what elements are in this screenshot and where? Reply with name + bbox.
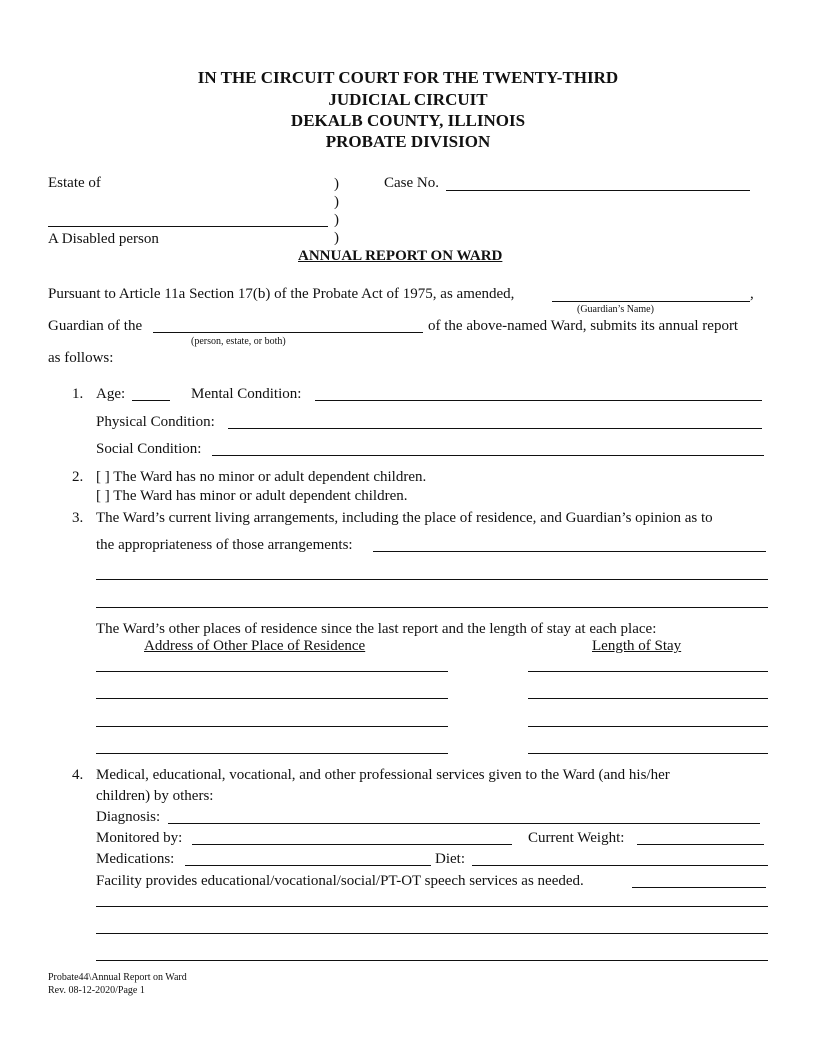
item-4-number: 4.	[72, 767, 84, 783]
appropriateness-label: the appropriateness of those arrangements:	[96, 537, 353, 553]
facility-services-text: Facility provides educational/vocational/social/PT-OT speech services as needed.	[96, 873, 584, 889]
monitored-by-label: Monitored by:	[96, 830, 183, 846]
address-field-2[interactable]	[96, 698, 448, 699]
monitored-by-field[interactable]	[192, 844, 512, 845]
court-heading-line-3: DEKALB COUNTY, ILLINOIS	[290, 111, 526, 130]
has-dependents-checkbox[interactable]: [ ] The Ward has minor or adult dependent children.	[96, 488, 408, 504]
diagnosis-field[interactable]	[168, 823, 760, 824]
diagnosis-label: Diagnosis:	[96, 809, 161, 825]
physical-condition-field[interactable]	[228, 428, 762, 429]
court-heading-line-2: JUDICIAL CIRCUIT	[328, 90, 488, 109]
guardian-role-hint: (person, estate, or both)	[191, 336, 286, 347]
mental-condition-label: Mental Condition:	[191, 386, 302, 402]
length-field-3[interactable]	[528, 726, 768, 727]
living-arrangements-line-3[interactable]	[96, 607, 768, 608]
footer-form-id: Probate44\Annual Report on Ward	[48, 972, 187, 983]
length-field-1[interactable]	[528, 671, 768, 672]
court-heading-line-4: PROBATE DIVISION	[325, 132, 491, 151]
current-weight-field[interactable]	[637, 844, 764, 845]
no-dependents-checkbox[interactable]: [ ] The Ward has no minor or adult dependent children.	[96, 469, 427, 485]
case-number-field[interactable]	[446, 190, 750, 191]
diet-field[interactable]	[472, 865, 768, 866]
disabled-person-label: A Disabled person	[48, 231, 159, 247]
intro-line2-tail: of the above-named Ward, submits its annual report	[428, 318, 739, 334]
address-field-1[interactable]	[96, 671, 448, 672]
guardian-name-field[interactable]	[552, 301, 750, 302]
current-weight-label: Current Weight:	[528, 830, 625, 846]
diet-label: Diet:	[435, 851, 465, 867]
address-field-3[interactable]	[96, 726, 448, 727]
age-field[interactable]	[132, 400, 170, 401]
medications-field[interactable]	[185, 865, 431, 866]
address-field-4[interactable]	[96, 753, 448, 754]
medications-label: Medications:	[96, 851, 175, 867]
guardian-role-field[interactable]	[153, 332, 423, 333]
item-3-number: 3.	[72, 510, 84, 526]
length-field-4[interactable]	[528, 753, 768, 754]
address-column-header: Address of Other Place of Residence	[144, 638, 366, 654]
length-field-2[interactable]	[528, 698, 768, 699]
length-column-header: Length of Stay	[592, 638, 682, 654]
ward-name-field[interactable]	[48, 226, 328, 227]
living-arrangements-field[interactable]	[373, 551, 766, 552]
caption-paren-2: )	[334, 194, 339, 210]
caption-paren-3: )	[334, 212, 339, 228]
social-condition-label: Social Condition:	[96, 441, 202, 457]
item-2-number: 2.	[72, 469, 84, 485]
caption-paren-1: )	[334, 176, 339, 192]
guardian-of-label: Guardian of the	[48, 318, 143, 334]
form-title: ANNUAL REPORT ON WARD	[298, 248, 503, 264]
other-residences-text: The Ward’s other places of residence since the last report and the length of stay at each place:	[96, 621, 657, 637]
court-heading-line-1: IN THE CIRCUIT COURT FOR THE TWENTY-THIRD	[197, 68, 619, 87]
services-text: Medical, educational, vocational, and other professional services given to the Ward (and his/her	[96, 767, 670, 783]
caption-paren-4: )	[334, 230, 339, 246]
case-number-label: Case No.	[384, 175, 439, 191]
mental-condition-field[interactable]	[315, 400, 762, 401]
intro-comma: ,	[750, 286, 754, 302]
facility-services-field[interactable]	[632, 887, 766, 888]
age-label: Age:	[96, 386, 126, 402]
services-text-cont: children) by others:	[96, 788, 214, 804]
living-arrangements-line-2[interactable]	[96, 579, 768, 580]
services-line-1[interactable]	[96, 906, 768, 907]
as-follows-text: as follows:	[48, 350, 114, 366]
estate-of-label: Estate of	[48, 175, 101, 191]
guardian-name-hint: (Guardian’s Name)	[577, 304, 654, 315]
services-line-2[interactable]	[96, 933, 768, 934]
social-condition-field[interactable]	[212, 455, 764, 456]
item-1-number: 1.	[72, 386, 84, 402]
physical-condition-label: Physical Condition:	[96, 414, 215, 430]
footer-revision: Rev. 08-12-2020/Page 1	[48, 985, 145, 996]
intro-statute-text: Pursuant to Article 11a Section 17(b) of the Probate Act of 1975, as amended,	[48, 286, 515, 302]
services-line-3[interactable]	[96, 960, 768, 961]
living-arrangements-text: The Ward’s current living arrangements, including the place of residence, and Guardian’s opinion as to	[96, 510, 713, 526]
